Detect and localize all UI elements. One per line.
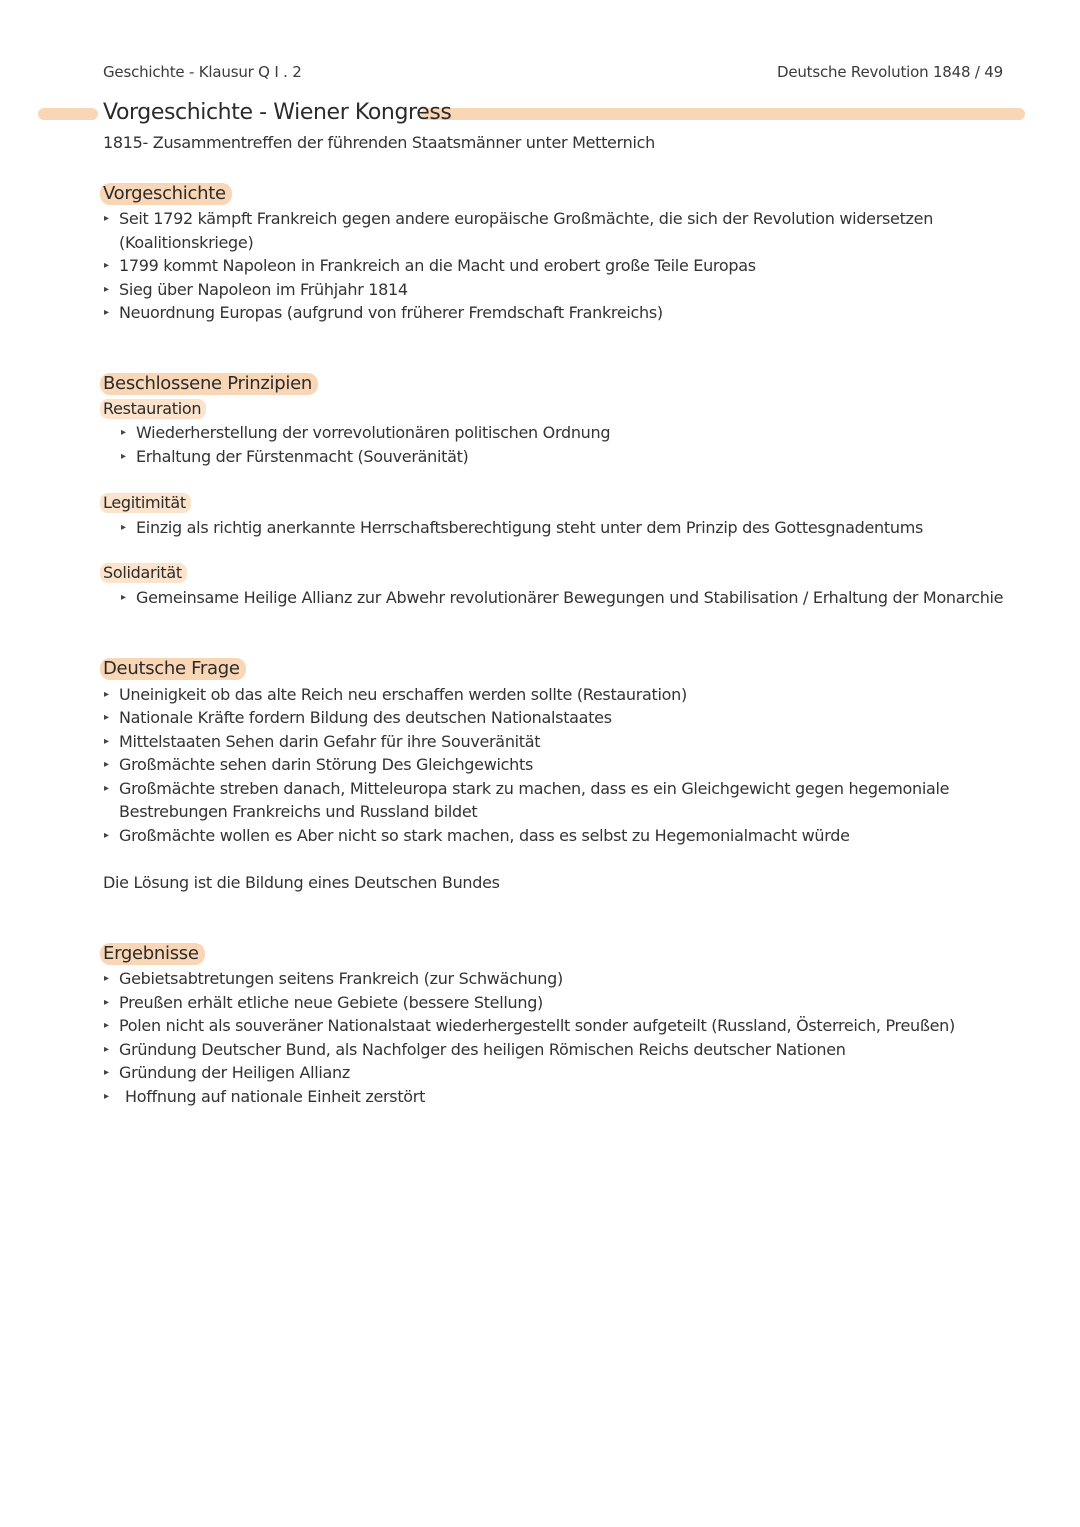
list-item: ▸ Sieg über Napoleon im Frühjahr 1814: [104, 280, 408, 299]
list-item: ▸ Uneinigkeit ob das alte Reich neu erschaffen werden sollte (Restauration): [104, 685, 687, 704]
bullet-icon: ▸: [104, 260, 109, 271]
list-item: ▸ Hoffnung auf nationale Einheit zerstört: [104, 1087, 426, 1106]
list-item: ▸ Polen nicht als souveräner Nationalstaat wiederhergestellt sonder aufgeteilt (Russland, Österreich, Preußen): [104, 1016, 955, 1035]
bullet-icon: ▸: [104, 783, 109, 794]
list-item: ▸ Wiederherstellung der vorrevolutionären politischen Ordnung: [121, 423, 611, 442]
bullet-icon: ▸: [121, 427, 126, 438]
list-item: ▸ Gründung der Heiligen Allianz: [104, 1063, 350, 1082]
bullet-icon: ▸: [104, 213, 109, 224]
list-item: ▸ Mittelstaaten Sehen darin Gefahr für ihre Souveränität: [104, 732, 541, 751]
list-item: ▸ Großmächte streben danach, Mitteleuropa stark zu machen, dass es ein Gleichgewicht gegen hegemoniale: [104, 779, 950, 798]
bullet-icon: ▸: [104, 1044, 109, 1055]
subheading-legitimitaet: Legitimität: [100, 493, 191, 513]
subheading-restauration: Restauration: [100, 399, 206, 419]
bullet-icon: ▸: [121, 592, 126, 603]
bullet-icon: ▸: [104, 830, 109, 841]
bullet-icon: ▸: [104, 736, 109, 747]
heading-deutsche-frage: Deutsche Frage: [100, 658, 246, 680]
title-highlight-left: [38, 108, 98, 120]
list-item: ▸ Gründung Deutscher Bund, als Nachfolger des heiligen Römischen Reichs deutscher Nationen: [104, 1040, 846, 1059]
page-subtitle: 1815- Zusammentreffen der führenden Staatsmänner unter Metternich: [103, 133, 655, 152]
bullet-icon: ▸: [104, 1067, 109, 1078]
list-item: ▸ Nationale Kräfte fordern Bildung des deutschen Nationalstaates: [104, 708, 612, 727]
bullet-icon: ▸: [121, 451, 126, 462]
list-item-continuation: (Koalitionskriege): [119, 233, 254, 252]
header-topic: Deutsche Revolution 1848 / 49: [777, 63, 1003, 81]
title-row: [0, 100, 1080, 132]
list-item: ▸ 1799 kommt Napoleon in Frankreich an die Macht und erobert große Teile Europas: [104, 256, 756, 275]
list-item: ▸ Preußen erhält etliche neue Gebiete (bessere Stellung): [104, 993, 543, 1012]
bullet-icon: ▸: [104, 1020, 109, 1031]
bullet-icon: ▸: [104, 689, 109, 700]
bullet-icon: ▸: [104, 973, 109, 984]
bullet-icon: ▸: [104, 1091, 109, 1102]
list-item: ▸ Neuordnung Europas (aufgrund von früherer Fremdschaft Frankreichs): [104, 303, 663, 322]
page-title: Vorgeschichte - Wiener Kongress: [103, 100, 452, 125]
bullet-icon: ▸: [104, 712, 109, 723]
list-item: ▸ Gemeinsame Heilige Allianz zur Abwehr revolutionärer Bewegungen und Stabilisation / Erhaltung der Monarchie: [121, 588, 1004, 607]
list-item: ▸ Gebietsabtretungen seitens Frankreich (zur Schwächung): [104, 969, 563, 988]
bullet-icon: ▸: [121, 522, 126, 533]
heading-ergebnisse: Ergebnisse: [100, 943, 205, 965]
subheading-solidaritaet: Solidarität: [100, 563, 187, 583]
list-item-continuation: Bestrebungen Frankreichs und Russland bildet: [119, 802, 478, 821]
title-highlight-right: [421, 108, 1025, 120]
heading-vorgeschichte: Vorgeschichte: [100, 183, 232, 205]
bullet-icon: ▸: [104, 997, 109, 1008]
list-item: ▸ Großmächte sehen darin Störung Des Gleichgewichts: [104, 755, 533, 774]
bullet-icon: ▸: [104, 284, 109, 295]
list-item: ▸ Erhaltung der Fürstenmacht (Souveränität): [121, 447, 469, 466]
heading-prinzipien: Beschlossene Prinzipien: [100, 373, 318, 395]
list-item: ▸ Großmächte wollen es Aber nicht so stark machen, dass es selbst zu Hegemonialmacht würde: [104, 826, 850, 845]
bullet-icon: ▸: [104, 307, 109, 318]
header-subject: Geschichte - Klausur Q I . 2: [103, 63, 302, 81]
bullet-icon: ▸: [104, 759, 109, 770]
list-item: ▸ Seit 1792 kämpft Frankreich gegen andere europäische Großmächte, die sich der Revolution widersetzen: [104, 209, 934, 228]
list-item: ▸ Einzig als richtig anerkannte Herrschaftsberechtigung steht unter dem Prinzip des Gottesgnadentums: [121, 518, 924, 537]
conclusion-text: Die Lösung ist die Bildung eines Deutschen Bundes: [103, 873, 500, 892]
